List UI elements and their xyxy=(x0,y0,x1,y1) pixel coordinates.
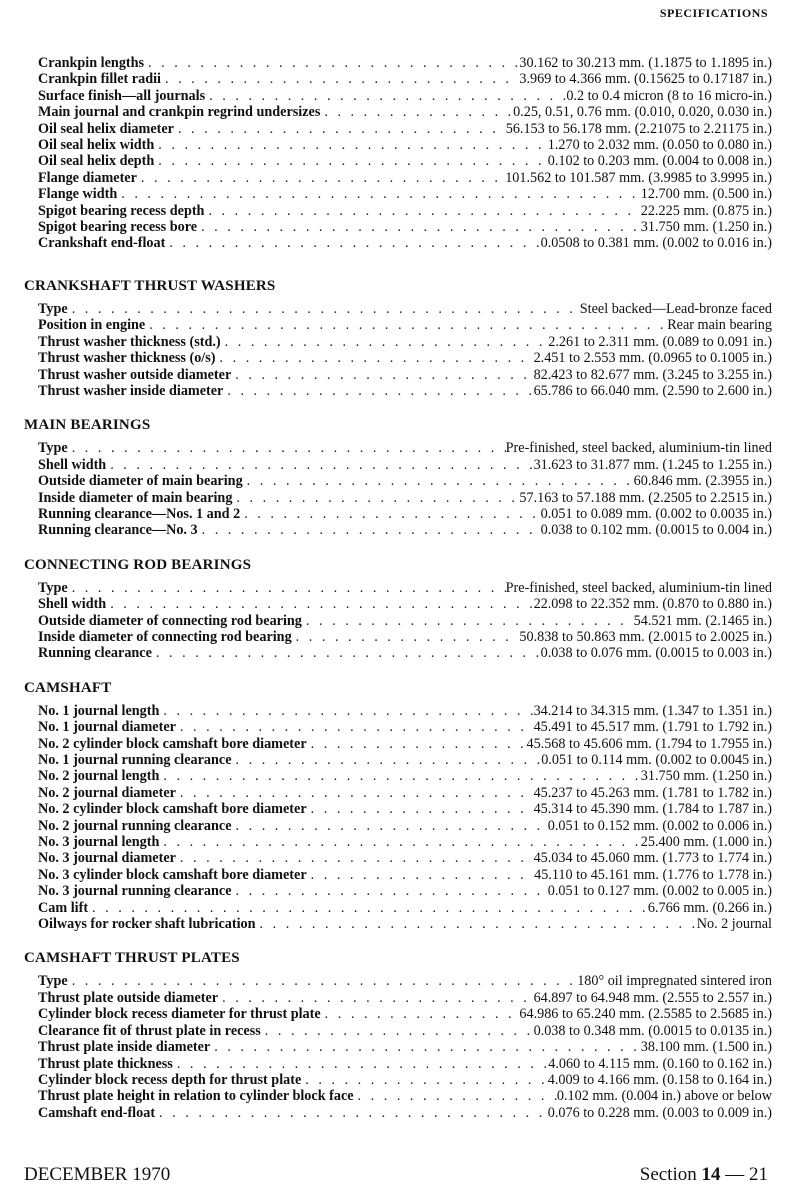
leader-dots xyxy=(197,219,641,235)
spec-label: Thrust plate thickness xyxy=(38,1055,173,1072)
spec-row xyxy=(24,235,772,251)
spec-value: Steel backed—Lead-bronze faced xyxy=(579,300,772,317)
spec-row xyxy=(24,383,772,399)
spec-row xyxy=(24,71,772,87)
leader-dots xyxy=(301,1072,547,1088)
spec-row xyxy=(24,219,772,235)
spec-value: Rear main bearing xyxy=(667,317,772,334)
spec-row xyxy=(24,350,772,366)
spec-value: 25.400 mm. (1.000 in.) xyxy=(640,834,772,851)
spec-label: Position in engine xyxy=(38,317,146,334)
leader-dots xyxy=(232,818,548,834)
spec-label: Main journal and crankpin regrind undersizes xyxy=(38,104,321,121)
spec-row xyxy=(24,203,772,219)
spec-label: Type xyxy=(38,440,68,457)
spec-value: 82.423 to 82.677 mm. (3.245 to 3.255 in.) xyxy=(533,366,772,383)
spec-row xyxy=(24,1056,772,1072)
section-title: CRANKSHAFT THRUST WASHERS xyxy=(24,277,276,294)
spec-label: Thrust plate height in relation to cylinder block face xyxy=(38,1088,354,1105)
footer-section xyxy=(640,1164,768,1186)
spec-value: Pre-finished, steel backed, aluminium-tin lined xyxy=(505,579,772,596)
spec-value: 54.521 mm. (2.1465 in.) xyxy=(633,612,772,629)
spec-row xyxy=(24,121,772,137)
spec-label: Type xyxy=(38,579,68,596)
spec-value: 0.051 to 0.152 mm. (0.002 to 0.006 in.) xyxy=(547,817,772,834)
spec-label: Inside diameter of main bearing xyxy=(38,489,233,506)
leader-dots xyxy=(307,867,534,883)
spec-label: Crankpin lengths xyxy=(38,55,145,71)
leader-dots xyxy=(320,104,513,120)
section-label: Section xyxy=(639,1164,697,1185)
spec-value: 101.562 to 101.587 mm. (3.9985 to 3.9995 in.) xyxy=(505,169,772,186)
spec-value: 6.766 mm. (0.266 in.) xyxy=(647,899,772,916)
spec-label: No. 1 journal diameter xyxy=(38,719,176,736)
leader-dots xyxy=(204,203,640,219)
spec-label: No. 3 journal diameter xyxy=(38,850,176,867)
spec-value: Pre-finished, steel backed, aluminium-tin lined xyxy=(505,440,772,457)
spec-value: 65.786 to 66.040 mm. (2.590 to 2.600 in.) xyxy=(533,382,772,399)
spec-value: 57.163 to 57.188 mm. (2.2505 to 2.2515 in.) xyxy=(519,489,772,506)
spec-value: 30.162 to 30.213 mm. (1.1875 to 1.1895 in.) xyxy=(519,55,772,71)
leader-dots xyxy=(221,334,549,350)
leader-dots xyxy=(117,186,641,202)
spec-label: Camshaft end-float xyxy=(38,1104,156,1121)
spec-label: Crankshaft end-float xyxy=(38,235,166,252)
spec-label: No. 1 journal running clearance xyxy=(38,752,232,768)
spec-value: 38.100 mm. (1.500 in.) xyxy=(640,1039,772,1056)
spec-value: 22.225 mm. (0.875 in.) xyxy=(640,202,772,219)
spec-label: Shell width xyxy=(38,456,107,473)
thrust-washers-rows xyxy=(24,301,772,399)
leader-dots xyxy=(302,613,634,629)
leader-dots xyxy=(154,153,547,169)
spec-label: Thrust plate inside diameter xyxy=(38,1039,211,1056)
leader-dots xyxy=(106,457,533,473)
spec-value: 64.986 to 65.240 mm. (2.5585 to 2.5685 in.) xyxy=(519,1006,772,1023)
spec-label: Thrust washer inside diameter xyxy=(38,382,224,399)
spec-label: Type xyxy=(38,300,68,317)
spec-label: No. 2 journal length xyxy=(38,768,160,785)
spec-row xyxy=(24,736,772,752)
spec-value: 64.897 to 64.948 mm. (2.555 to 2.557 in.) xyxy=(533,989,772,1006)
spec-row xyxy=(24,596,772,612)
spec-label: Oilways for rocker shaft lubrication xyxy=(38,916,256,933)
leader-dots xyxy=(243,473,634,489)
spec-value: 0.051 to 0.114 mm. (0.002 to 0.0045 in.) xyxy=(541,752,772,768)
spec-row xyxy=(24,883,772,899)
spec-value: No. 2 journal xyxy=(696,916,772,933)
spec-row xyxy=(24,317,772,333)
spec-value: 0.2 to 0.4 micron (8 to 16 micro-in.) xyxy=(566,87,772,104)
spec-value: 0.076 to 0.228 mm. (0.003 to 0.009 in.) xyxy=(547,1104,772,1121)
leader-dots xyxy=(174,121,506,137)
thrust-plates-section xyxy=(24,950,772,1121)
spec-label: No. 2 cylinder block camshaft bore diameter xyxy=(38,801,307,818)
spec-label: No. 3 journal length xyxy=(38,834,160,851)
spec-value: 0.102 to 0.203 mm. (0.004 to 0.008 in.) xyxy=(547,153,772,170)
spec-row xyxy=(24,867,772,883)
leader-dots xyxy=(106,596,533,612)
spec-row xyxy=(24,1088,772,1104)
leader-dots xyxy=(176,719,534,735)
spec-value: 45.568 to 45.606 mm. (1.794 to 1.7955 in.) xyxy=(526,735,772,752)
leader-dots xyxy=(159,703,533,719)
spec-row xyxy=(24,719,772,735)
spec-label: Thrust washer thickness (o/s) xyxy=(38,350,216,367)
spec-row xyxy=(24,818,772,834)
spec-label: Oil seal helix depth xyxy=(38,153,155,170)
spec-row xyxy=(24,973,772,989)
spec-value: 0.038 to 0.102 mm. (0.0015 to 0.004 in.) xyxy=(540,522,772,539)
spec-row xyxy=(24,834,772,850)
spec-row xyxy=(24,1072,772,1088)
spec-value: 45.110 to 45.161 mm. (1.776 to 1.778 in.) xyxy=(534,866,772,883)
spec-value: 22.098 to 22.352 mm. (0.870 to 0.880 in.) xyxy=(533,596,772,613)
spec-row xyxy=(24,88,772,104)
spec-label: Clearance fit of thrust plate in recess xyxy=(38,1022,261,1039)
spec-row xyxy=(24,801,772,817)
leader-dots xyxy=(154,137,547,153)
spec-value: 45.237 to 45.263 mm. (1.781 to 1.782 in.) xyxy=(533,784,772,801)
spec-value: 0.051 to 0.089 mm. (0.002 to 0.0035 in.) xyxy=(540,505,772,522)
crankshaft-rows xyxy=(24,55,772,252)
leader-dots xyxy=(161,71,519,87)
leader-dots xyxy=(159,834,640,850)
leader-dots xyxy=(68,301,580,317)
spec-label: Running clearance—No. 3 xyxy=(38,522,198,539)
spec-value: 0.25, 0.51, 0.76 mm. (0.010, 0.020, 0.030 in.) xyxy=(513,104,772,121)
spec-row xyxy=(24,1006,772,1022)
thrust-washers-section xyxy=(24,278,772,399)
leader-dots xyxy=(223,383,533,399)
spec-label: Crankpin fillet radii xyxy=(38,71,161,88)
spec-row xyxy=(24,490,772,506)
conrod-bearings-section xyxy=(24,557,772,662)
spec-row xyxy=(24,580,772,596)
spec-value: 56.153 to 56.178 mm. (2.21075 to 2.21175 in.) xyxy=(505,120,772,137)
spec-row xyxy=(24,440,772,456)
spec-value: 45.034 to 45.060 mm. (1.773 to 1.774 in.) xyxy=(533,850,772,867)
main-bearings-section xyxy=(24,417,772,538)
spec-label: Flange width xyxy=(38,186,118,203)
spec-value: 45.314 to 45.390 mm. (1.784 to 1.787 in.) xyxy=(533,801,772,818)
leader-dots xyxy=(144,55,519,71)
thrust-plates-rows xyxy=(24,973,772,1121)
spec-value: 34.214 to 34.315 mm. (1.347 to 1.351 in.) xyxy=(533,702,772,719)
spec-label: Outside diameter of connecting rod bearing xyxy=(38,612,302,629)
leader-dots xyxy=(88,900,648,916)
leader-dots xyxy=(68,580,506,596)
page-header: SPECIFICATIONS xyxy=(659,6,768,20)
spec-value: 45.491 to 45.517 mm. (1.791 to 1.792 in.) xyxy=(533,719,772,736)
spec-row xyxy=(24,522,772,538)
spec-row xyxy=(24,645,772,661)
spec-row xyxy=(24,629,772,645)
spec-label: Running clearance—Nos. 1 and 2 xyxy=(38,505,241,522)
spec-value: 2.261 to 2.311 mm. (0.089 to 0.091 in.) xyxy=(548,333,772,350)
spec-label: Shell width xyxy=(38,596,107,613)
spec-label: Oil seal helix diameter xyxy=(38,120,174,137)
leader-dots xyxy=(216,350,534,366)
leader-dots xyxy=(173,1056,548,1072)
spec-value: 4.060 to 4.115 mm. (0.160 to 0.162 in.) xyxy=(548,1055,772,1072)
spec-row xyxy=(24,1023,772,1039)
section-title: MAIN BEARINGS xyxy=(24,417,151,434)
leader-dots xyxy=(176,785,534,801)
spec-label: Spigot bearing recess bore xyxy=(38,219,198,236)
spec-value: 0.102 mm. (0.004 in.) above or below xyxy=(556,1088,772,1105)
leader-dots xyxy=(68,973,578,989)
leader-dots xyxy=(261,1023,534,1039)
leader-dots xyxy=(256,916,697,932)
spec-value: 12.700 mm. (0.500 in.) xyxy=(640,186,772,203)
spec-row xyxy=(24,768,772,784)
spec-row xyxy=(24,301,772,317)
spec-value: 3.969 to 4.366 mm. (0.15625 to 0.17187 in.) xyxy=(519,71,772,88)
section-title: CONNECTING ROD BEARINGS xyxy=(24,556,252,573)
leader-dots xyxy=(240,506,540,522)
section-number: 14 xyxy=(701,1164,721,1185)
spec-row xyxy=(24,613,772,629)
spec-label: Type xyxy=(38,973,68,990)
spec-row xyxy=(24,752,772,768)
spec-value: 0.0508 to 0.381 mm. (0.002 to 0.016 in.) xyxy=(540,235,772,252)
spec-label: No. 1 journal length xyxy=(38,702,160,719)
leader-dots xyxy=(292,629,520,645)
spec-label: Surface finish—all journals xyxy=(38,87,206,104)
spec-label: Thrust plate outside diameter xyxy=(38,989,219,1006)
spec-label: Thrust washer outside diameter xyxy=(38,366,232,383)
leader-dots xyxy=(321,1006,520,1022)
leader-dots xyxy=(165,235,540,251)
leader-dots xyxy=(231,367,533,383)
spec-label: No. 2 journal running clearance xyxy=(38,817,232,834)
spec-value: 50.838 to 50.863 mm. (2.0015 to 2.0025 in.) xyxy=(519,628,772,645)
spec-label: Running clearance xyxy=(38,645,152,662)
spec-row xyxy=(24,457,772,473)
leader-dots xyxy=(68,440,506,456)
spec-row xyxy=(24,785,772,801)
spec-label: No. 3 journal running clearance xyxy=(38,883,232,900)
spec-label: Oil seal helix width xyxy=(38,137,155,154)
spec-row xyxy=(24,170,772,186)
spec-row xyxy=(24,334,772,350)
crankshaft-section xyxy=(24,55,772,252)
page-number: — 21 xyxy=(725,1164,768,1185)
spec-label: Flange diameter xyxy=(38,169,137,186)
leader-dots xyxy=(307,801,534,817)
spec-value: 31.750 mm. (1.250 in.) xyxy=(640,219,772,236)
spec-row xyxy=(24,506,772,522)
spec-value: 31.750 mm. (1.250 in.) xyxy=(640,768,772,785)
leader-dots xyxy=(159,768,640,784)
spec-row xyxy=(24,137,772,153)
spec-value: 0.051 to 0.127 mm. (0.002 to 0.005 in.) xyxy=(547,883,772,900)
spec-value: 4.009 to 4.166 mm. (0.158 to 0.164 in.) xyxy=(547,1071,772,1088)
camshaft-section xyxy=(24,680,772,933)
leader-dots xyxy=(145,317,667,333)
spec-content xyxy=(24,55,772,1139)
leader-dots xyxy=(232,490,519,506)
spec-label: Cylinder block recess depth for thrust plate xyxy=(38,1071,302,1088)
leader-dots xyxy=(210,1039,641,1055)
leader-dots xyxy=(205,88,566,104)
spec-row xyxy=(24,104,772,120)
section-title: CAMSHAFT THRUST PLATES xyxy=(24,950,240,967)
spec-label: Outside diameter of main bearing xyxy=(38,473,243,490)
spec-label: Cylinder block recess diameter for thrust plate xyxy=(38,1006,321,1023)
leader-dots xyxy=(218,990,533,1006)
spec-row xyxy=(24,850,772,866)
spec-value: 0.038 to 0.076 mm. (0.0015 to 0.003 in.) xyxy=(540,645,772,662)
spec-label: Thrust washer thickness (std.) xyxy=(38,333,221,350)
spec-label: No. 2 journal diameter xyxy=(38,784,176,801)
spec-row xyxy=(24,473,772,489)
spec-row xyxy=(24,990,772,1006)
spec-value: 180° oil impregnated sintered iron xyxy=(577,973,772,990)
section-title: CAMSHAFT xyxy=(24,679,112,696)
leader-dots xyxy=(152,645,541,661)
spec-label: No. 2 cylinder block camshaft bore diameter xyxy=(38,735,307,752)
leader-dots xyxy=(137,170,505,186)
leader-dots xyxy=(176,850,534,866)
spec-row xyxy=(24,900,772,916)
camshaft-rows xyxy=(24,703,772,933)
leader-dots xyxy=(198,522,541,538)
spec-label: Cam lift xyxy=(38,899,89,916)
conrod-bearings-rows xyxy=(24,580,772,662)
spec-label: Spigot bearing recess depth xyxy=(38,202,205,219)
spec-value: 1.270 to 2.032 mm. (0.050 to 0.080 in.) xyxy=(547,137,772,154)
spec-row xyxy=(24,916,772,932)
spec-value: 0.038 to 0.348 mm. (0.0015 to 0.0135 in.) xyxy=(533,1022,772,1039)
leader-dots xyxy=(354,1088,557,1104)
spec-value: 2.451 to 2.553 mm. (0.0965 to 0.1005 in.) xyxy=(533,350,772,367)
spec-row xyxy=(24,1039,772,1055)
leader-dots xyxy=(232,752,542,768)
main-bearings-rows xyxy=(24,440,772,538)
spec-row xyxy=(24,186,772,202)
leader-dots xyxy=(307,736,527,752)
spec-label: Inside diameter of connecting rod bearing xyxy=(38,628,292,645)
spec-row xyxy=(24,55,772,71)
spec-value: 60.846 mm. (2.3955 in.) xyxy=(633,473,772,490)
spec-row xyxy=(24,367,772,383)
spec-row xyxy=(24,153,772,169)
footer-date: DECEMBER 1970 xyxy=(24,1164,171,1185)
leader-dots xyxy=(155,1105,548,1121)
spec-value: 31.623 to 31.877 mm. (1.245 to 1.255 in.) xyxy=(533,456,772,473)
leader-dots xyxy=(232,883,548,899)
spec-row xyxy=(24,1105,772,1121)
spec-row xyxy=(24,703,772,719)
spec-label: No. 3 cylinder block camshaft bore diameter xyxy=(38,866,307,883)
